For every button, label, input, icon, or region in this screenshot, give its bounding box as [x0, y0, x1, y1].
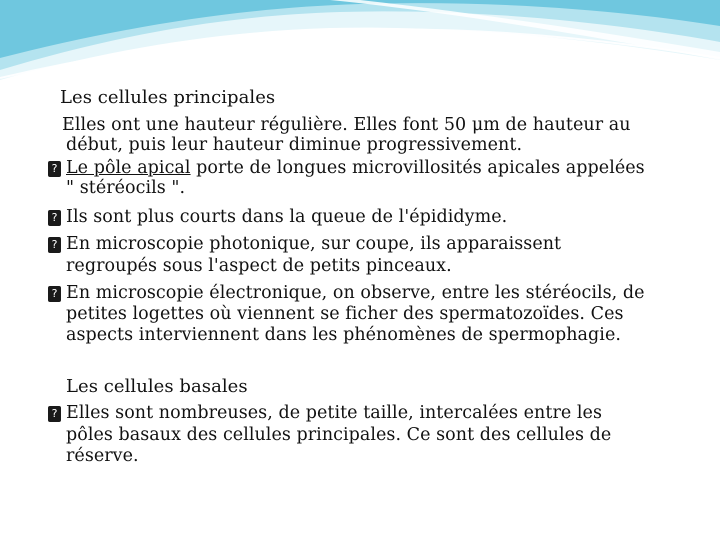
section2-bullet1-line3: réserve. [66, 446, 139, 466]
bullet4-line2: petites logettes où viennent se ficher des spermatozoïdes. Ces [66, 304, 624, 324]
bullet-icon: ? [48, 237, 61, 253]
bullet4-line1: En microscopie électronique, on observe, entre les stéréocils, de [66, 283, 645, 303]
bullet1-line2: " stéréocils ". [66, 178, 186, 198]
section2-bullet1-line1: Elles sont nombreuses, de petite taille, intercalées entre les [66, 403, 602, 423]
bullet3-line2: regroupés sous l'aspect de petits pinceaux. [66, 256, 452, 276]
section1-intro-line2: début, puis leur hauteur diminue progressivement. [66, 135, 523, 155]
bullet-icon: ? [48, 210, 61, 226]
bullet2-line1: Ils sont plus courts dans la queue de l'épididyme. [66, 207, 508, 227]
section2-bullet1-line2: pôles basaux des cellules principales. Ce sont des cellules de [66, 425, 612, 445]
section1-heading: Les cellules principales [60, 87, 276, 108]
bullet-icon: ? [48, 286, 61, 302]
bullet3-line1: En microscopie photonique, sur coupe, ils apparaissent [66, 234, 562, 254]
bullet-icon: ? [48, 406, 61, 422]
section2-heading: Les cellules basales [66, 376, 248, 397]
bullet1-rest: porte de longues microvillosités apicales appelées [190, 158, 645, 178]
bullet4-line3: aspects interviennent dans les phénomènes de spermophagie. [66, 325, 621, 345]
section1-intro-line1: Elles ont une hauteur régulière. Elles font 50 μm de hauteur au [62, 115, 631, 135]
bullet1-lead: Le pôle apical [66, 158, 191, 178]
bullet1-line1 [66, 158, 645, 178]
bullet-icon: ? [48, 161, 61, 177]
